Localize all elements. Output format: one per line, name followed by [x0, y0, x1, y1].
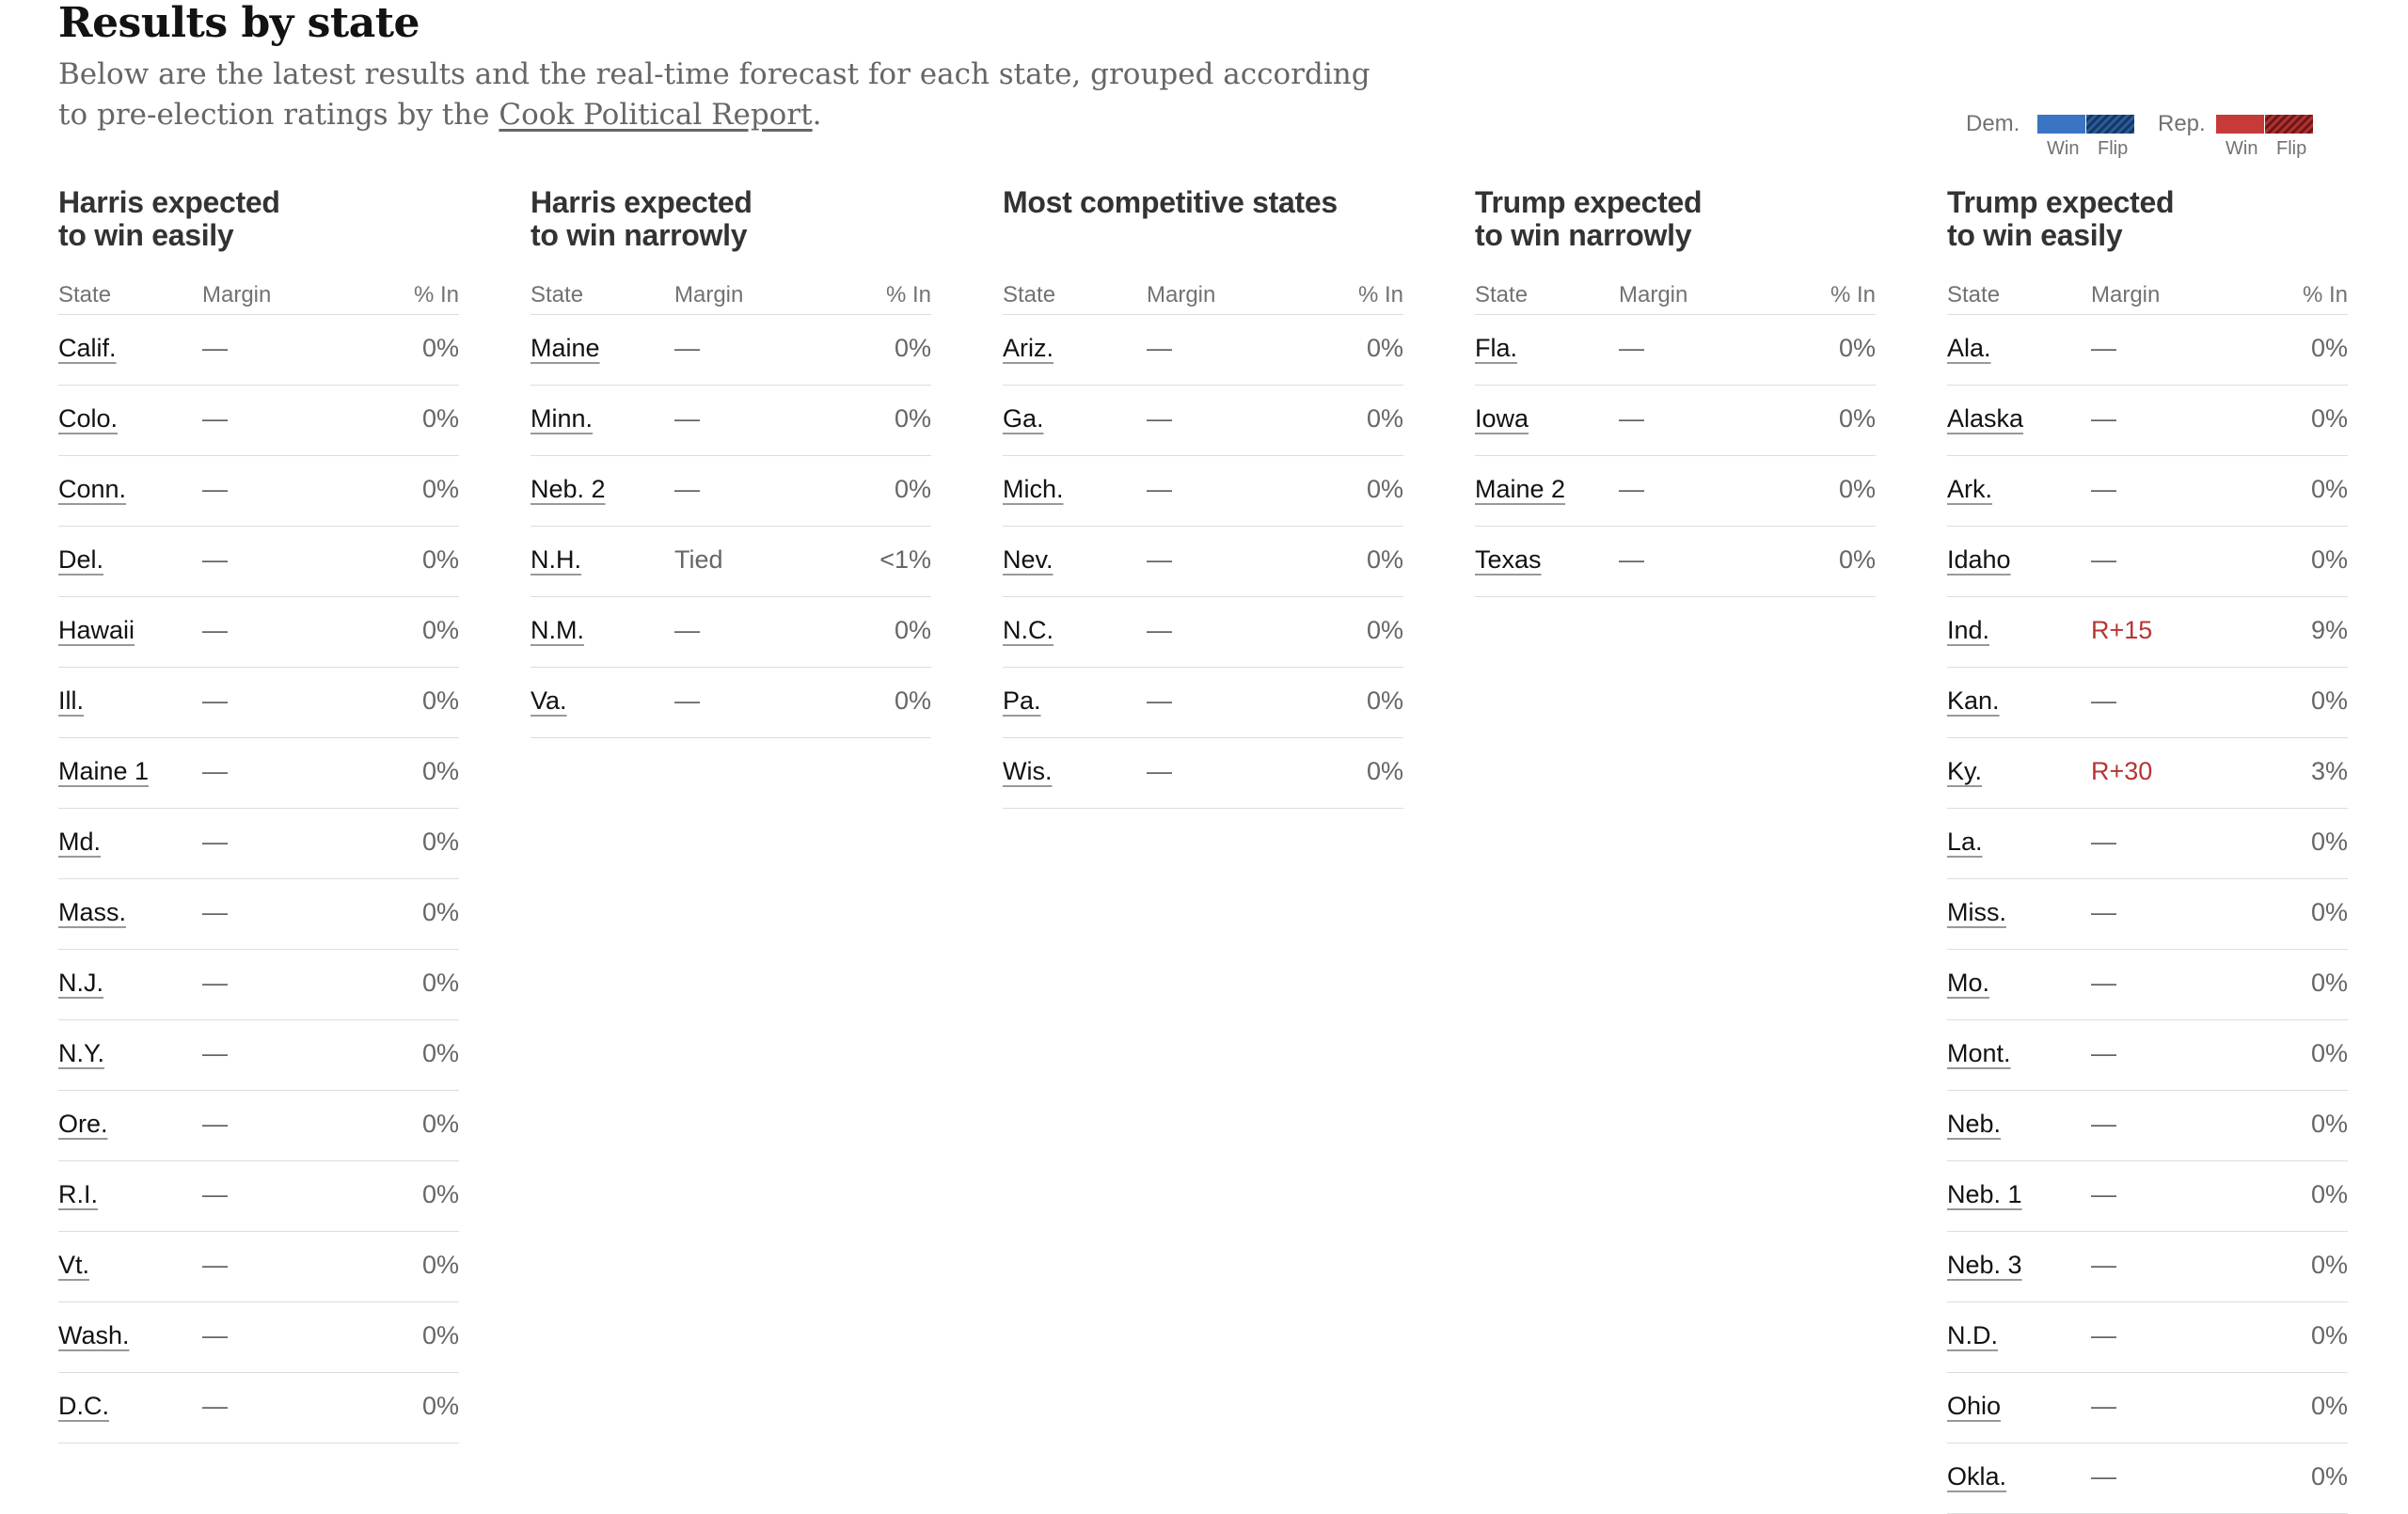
table-row: [58, 315, 459, 386]
margin-value: —: [2091, 1462, 2116, 1490]
state-link[interactable]: Ga.: [1003, 404, 1044, 433]
pct-in-value: 9%: [2310, 616, 2348, 644]
table-row: [58, 738, 459, 809]
state-link[interactable]: Colo.: [58, 404, 119, 433]
pct-in-value: 0%: [421, 404, 459, 433]
state-link[interactable]: Kan.: [1947, 686, 2000, 715]
pct-in-value: 0%: [421, 1321, 459, 1349]
pct-in-value: 0%: [1366, 757, 1403, 785]
column-title: [1475, 186, 1876, 252]
margin-value: —: [674, 686, 700, 715]
table-row: [1003, 668, 1403, 738]
state-link[interactable]: Calif.: [58, 334, 117, 362]
table-row: [531, 668, 931, 738]
header-pct-in: % In: [2302, 282, 2348, 308]
page-subtitle: [58, 55, 1375, 135]
state-link[interactable]: N.J.: [58, 969, 104, 997]
rating-column: [1947, 186, 2348, 1514]
pct-in-value: 0%: [421, 898, 459, 926]
column-title: [58, 186, 459, 252]
margin-value: —: [1619, 404, 1644, 433]
table-row: [1003, 597, 1403, 668]
pct-in-value: 0%: [421, 1039, 459, 1067]
pct-in-value: 0%: [2310, 898, 2348, 926]
margin-value: —: [202, 1392, 228, 1420]
pct-in-value: 0%: [2310, 404, 2348, 433]
state-link[interactable]: Vt.: [58, 1251, 90, 1279]
state-link[interactable]: Ariz.: [1003, 334, 1054, 362]
pct-in-value: 0%: [2310, 1392, 2348, 1420]
table-row: [1947, 315, 2348, 386]
header-state: State: [1003, 282, 1056, 308]
table-row: [58, 1091, 459, 1161]
state-link[interactable]: Okla.: [1947, 1462, 2007, 1490]
margin-value: —: [1619, 334, 1644, 362]
state-link[interactable]: Maine 1: [58, 757, 150, 785]
table-row: [58, 879, 459, 950]
header-pct-in: % In: [885, 282, 931, 308]
state-link[interactable]: N.H.: [531, 545, 581, 574]
table-row: [1947, 527, 2348, 597]
table-header: [531, 280, 931, 315]
state-link[interactable]: Texas: [1475, 545, 1542, 574]
pct-in-value: 0%: [421, 616, 459, 644]
margin-value: —: [202, 1321, 228, 1349]
column-title: [531, 186, 931, 252]
table-row: [58, 1232, 459, 1302]
state-link[interactable]: Neb. 1: [1947, 1180, 2022, 1208]
pct-in-value: 0%: [421, 1392, 459, 1420]
margin-value: —: [2091, 1180, 2116, 1208]
header-state: State: [58, 282, 112, 308]
margin-value: Tied: [674, 545, 723, 574]
legend-rep-win-swatch: [2216, 115, 2264, 134]
margin-value: —: [674, 404, 700, 433]
table-row: [1947, 1232, 2348, 1302]
margin-value: —: [202, 334, 228, 362]
table-header: [1475, 280, 1876, 315]
margin-value: R+30: [2091, 757, 2153, 785]
state-link[interactable]: Wis.: [1003, 757, 1053, 785]
table-row: [58, 1373, 459, 1443]
margin-value: —: [202, 1251, 228, 1279]
margin-value: —: [202, 898, 228, 926]
pct-in-value: 0%: [894, 404, 931, 433]
legend-dem-win-label: Win: [2047, 138, 2080, 159]
table-row: [1947, 1443, 2348, 1514]
pct-in-value: 0%: [2310, 475, 2348, 503]
state-link[interactable]: Ohio: [1947, 1392, 2002, 1420]
header-pct-in: % In: [1357, 282, 1403, 308]
table-header: [1947, 280, 2348, 315]
table-row: [1947, 1161, 2348, 1232]
table-header: [58, 280, 459, 315]
margin-value: —: [202, 1039, 228, 1067]
state-link[interactable]: Maine 2: [1475, 475, 1566, 503]
margin-value: —: [202, 404, 228, 433]
pct-in-value: 0%: [1838, 545, 1876, 574]
state-link[interactable]: La.: [1947, 828, 1983, 856]
state-link[interactable]: Iowa: [1475, 404, 1529, 433]
pct-in-value: 0%: [2310, 1039, 2348, 1067]
pct-in-value: 0%: [894, 686, 931, 715]
table-row: [1947, 1091, 2348, 1161]
table-row: [531, 456, 931, 527]
pct-in-value: 0%: [2310, 1462, 2348, 1490]
table-row: [531, 386, 931, 456]
subtitle-text: Below are the latest results and the real-time forecast for each state, grouped according to pre-election ratings by the: [58, 57, 1370, 132]
margin-value: —: [2091, 1039, 2116, 1067]
margin-value: —: [2091, 475, 2116, 503]
margin-value: —: [1147, 686, 1172, 715]
table-row: [1947, 456, 2348, 527]
state-link[interactable]: Ala.: [1947, 334, 1991, 362]
table-row: [1947, 879, 2348, 950]
margin-value: —: [1147, 545, 1172, 574]
state-link[interactable]: Wash.: [58, 1321, 130, 1349]
column-title-line2: to win narrowly: [1475, 218, 1692, 252]
state-link[interactable]: Mich.: [1003, 475, 1064, 503]
subtitle-end: .: [812, 98, 822, 132]
table-row: [1947, 950, 2348, 1020]
header-margin: Margin: [2091, 282, 2161, 308]
margin-value: —: [202, 545, 228, 574]
pct-in-value: 3%: [2310, 757, 2348, 785]
margin-value: —: [202, 969, 228, 997]
column-title-line2: to win easily: [58, 218, 234, 252]
table-row: [1475, 527, 1876, 597]
state-link[interactable]: N.C.: [1003, 616, 1054, 644]
header-margin: Margin: [1619, 282, 1688, 308]
header-state: State: [1947, 282, 2001, 308]
page-title: Results by state: [58, 0, 420, 47]
margin-value: —: [674, 616, 700, 644]
legend-dem-flip-swatch: [2086, 115, 2134, 134]
table-row: [1947, 1373, 2348, 1443]
table-row: [531, 597, 931, 668]
margin-value: —: [202, 475, 228, 503]
state-link[interactable]: Mont.: [1947, 1039, 2011, 1067]
state-link[interactable]: Conn.: [58, 475, 127, 503]
pct-in-value: 0%: [2310, 1180, 2348, 1208]
header-pct-in: % In: [413, 282, 459, 308]
header-state: State: [531, 282, 584, 308]
pct-in-value: 0%: [2310, 828, 2348, 856]
pct-in-value: 0%: [1366, 616, 1403, 644]
legend-rep-win-label: Win: [2226, 138, 2258, 159]
state-link[interactable]: Va.: [531, 686, 567, 715]
state-link[interactable]: Ky.: [1947, 757, 1983, 785]
margin-value: —: [202, 686, 228, 715]
legend-dem-flip-label: Flip: [2098, 138, 2129, 159]
pct-in-value: 0%: [1838, 334, 1876, 362]
table-header: [1003, 280, 1403, 315]
table-row: [58, 950, 459, 1020]
table-row: [1003, 738, 1403, 809]
pct-in-value: 0%: [2310, 1110, 2348, 1138]
pct-in-value: 0%: [421, 969, 459, 997]
margin-value: —: [2091, 1110, 2116, 1138]
column-title-line1: Harris expected: [58, 185, 280, 219]
margin-value: —: [1147, 757, 1172, 785]
table-row: [58, 386, 459, 456]
pct-in-value: 0%: [421, 475, 459, 503]
state-link[interactable]: Ark.: [1947, 475, 1993, 503]
column-title: [1947, 186, 2348, 252]
column-title-line2: to win easily: [1947, 218, 2123, 252]
pct-in-value: 0%: [421, 1110, 459, 1138]
pct-in-value: 0%: [1366, 475, 1403, 503]
state-link[interactable]: Ore.: [58, 1110, 108, 1138]
margin-value: —: [202, 757, 228, 785]
table-row: [1947, 386, 2348, 456]
pct-in-value: 0%: [2310, 969, 2348, 997]
margin-value: —: [202, 616, 228, 644]
table-row: [58, 809, 459, 879]
pct-in-value: 0%: [1838, 404, 1876, 433]
rating-column: [531, 186, 931, 738]
state-link[interactable]: Alaska: [1947, 404, 2024, 433]
margin-value: —: [202, 828, 228, 856]
legend-rep-flip-swatch: [2265, 115, 2313, 134]
pct-in-value: 0%: [421, 1251, 459, 1279]
margin-value: —: [2091, 1321, 2116, 1349]
table-row: [1475, 456, 1876, 527]
state-link[interactable]: Mo.: [1947, 969, 1990, 997]
pct-in-value: <1%: [879, 545, 931, 574]
pct-in-value: 0%: [2310, 1251, 2348, 1279]
column-title-line1: Harris expected: [531, 185, 752, 219]
margin-value: —: [674, 334, 700, 362]
state-link[interactable]: Mass.: [58, 898, 127, 926]
column-title-line1: Trump expected: [1947, 185, 2175, 219]
state-link[interactable]: Md.: [58, 828, 102, 856]
margin-value: —: [2091, 969, 2116, 997]
legend-rep-label: Rep.: [2158, 111, 2206, 136]
state-link[interactable]: Neb.: [1947, 1110, 2002, 1138]
table-row: [1475, 386, 1876, 456]
legend-dem-label: Dem.: [1966, 111, 2020, 136]
state-link[interactable]: Minn.: [531, 404, 594, 433]
pct-in-value: 0%: [1366, 545, 1403, 574]
pct-in-value: 0%: [894, 616, 931, 644]
table-row: [58, 668, 459, 738]
margin-value: —: [2091, 828, 2116, 856]
state-link[interactable]: Ill.: [58, 686, 84, 715]
state-link[interactable]: R.I.: [58, 1180, 99, 1208]
state-link[interactable]: Idaho: [1947, 545, 2011, 574]
table-row: [1947, 738, 2348, 809]
pct-in-value: 0%: [421, 757, 459, 785]
table-row: [1003, 386, 1403, 456]
table-row: [1947, 809, 2348, 879]
state-link[interactable]: Ind.: [1947, 616, 1990, 644]
state-link[interactable]: Maine: [531, 334, 600, 362]
state-link[interactable]: N.D.: [1947, 1321, 1998, 1349]
table-row: [1947, 668, 2348, 738]
margin-value: —: [2091, 1392, 2116, 1420]
state-link[interactable]: Neb. 2: [531, 475, 606, 503]
state-link[interactable]: Del.: [58, 545, 104, 574]
column-title: [1003, 186, 1403, 252]
header-margin: Margin: [202, 282, 272, 308]
pct-in-value: 0%: [1366, 686, 1403, 715]
pct-in-value: 0%: [1366, 404, 1403, 433]
column-title-line2: to win narrowly: [531, 218, 748, 252]
header-margin: Margin: [674, 282, 744, 308]
table-row: [58, 1161, 459, 1232]
table-row: [1003, 456, 1403, 527]
state-link[interactable]: Fla.: [1475, 334, 1518, 362]
state-link[interactable]: Hawaii: [58, 616, 135, 644]
margin-value: —: [1147, 334, 1172, 362]
margin-value: —: [2091, 1251, 2116, 1279]
margin-value: —: [2091, 545, 2116, 574]
margin-value: —: [2091, 334, 2116, 362]
margin-value: —: [1147, 475, 1172, 503]
pct-in-value: 0%: [2310, 1321, 2348, 1349]
pct-in-value: 0%: [1838, 475, 1876, 503]
margin-value: —: [1619, 475, 1644, 503]
margin-value: —: [2091, 898, 2116, 926]
state-link[interactable]: N.Y.: [58, 1039, 105, 1067]
state-link[interactable]: D.C.: [58, 1392, 109, 1420]
legend-rep-flip-label: Flip: [2276, 138, 2307, 159]
margin-value: R+15: [2091, 616, 2153, 644]
table-row: [531, 315, 931, 386]
pct-in-value: 0%: [2310, 545, 2348, 574]
margin-value: —: [2091, 404, 2116, 433]
margin-value: —: [1147, 616, 1172, 644]
table-row: [58, 1020, 459, 1091]
pct-in-value: 0%: [894, 334, 931, 362]
pct-in-value: 0%: [2310, 334, 2348, 362]
pct-in-value: 0%: [894, 475, 931, 503]
pct-in-value: 0%: [421, 545, 459, 574]
rating-column: [1003, 186, 1403, 809]
table-row: [1947, 1302, 2348, 1373]
pct-in-value: 0%: [421, 686, 459, 715]
table-row: [58, 527, 459, 597]
margin-value: —: [2091, 686, 2116, 715]
table-row: [58, 597, 459, 668]
header-state: State: [1475, 282, 1529, 308]
table-row: [58, 456, 459, 527]
legend-dem-win-swatch: [2037, 115, 2085, 134]
table-row: [1003, 527, 1403, 597]
header-margin: Margin: [1147, 282, 1216, 308]
cook-political-report-link[interactable]: Cook Political Report: [499, 98, 813, 132]
table-row: [1475, 315, 1876, 386]
pct-in-value: 0%: [421, 1180, 459, 1208]
margin-value: —: [674, 475, 700, 503]
state-link[interactable]: N.M.: [531, 616, 584, 644]
margin-value: —: [202, 1110, 228, 1138]
pct-in-value: 0%: [421, 828, 459, 856]
table-row: [1947, 1020, 2348, 1091]
rating-column: [1475, 186, 1876, 597]
margin-value: —: [202, 1180, 228, 1208]
column-title-line1: Trump expected: [1475, 185, 1703, 219]
table-row: [531, 527, 931, 597]
margin-value: —: [1619, 545, 1644, 574]
pct-in-value: 0%: [2310, 686, 2348, 715]
state-link[interactable]: Nev.: [1003, 545, 1054, 574]
rating-column: [58, 186, 459, 1443]
column-title-line1: Most competitive states: [1003, 185, 1338, 219]
pct-in-value: 0%: [1366, 334, 1403, 362]
pct-in-value: 0%: [421, 334, 459, 362]
table-row: [58, 1302, 459, 1373]
table-row: [1003, 315, 1403, 386]
header-pct-in: % In: [1830, 282, 1876, 308]
state-link[interactable]: Pa.: [1003, 686, 1041, 715]
table-row: [1947, 597, 2348, 668]
margin-value: —: [1147, 404, 1172, 433]
state-link[interactable]: Miss.: [1947, 898, 2006, 926]
state-link[interactable]: Neb. 3: [1947, 1251, 2022, 1279]
